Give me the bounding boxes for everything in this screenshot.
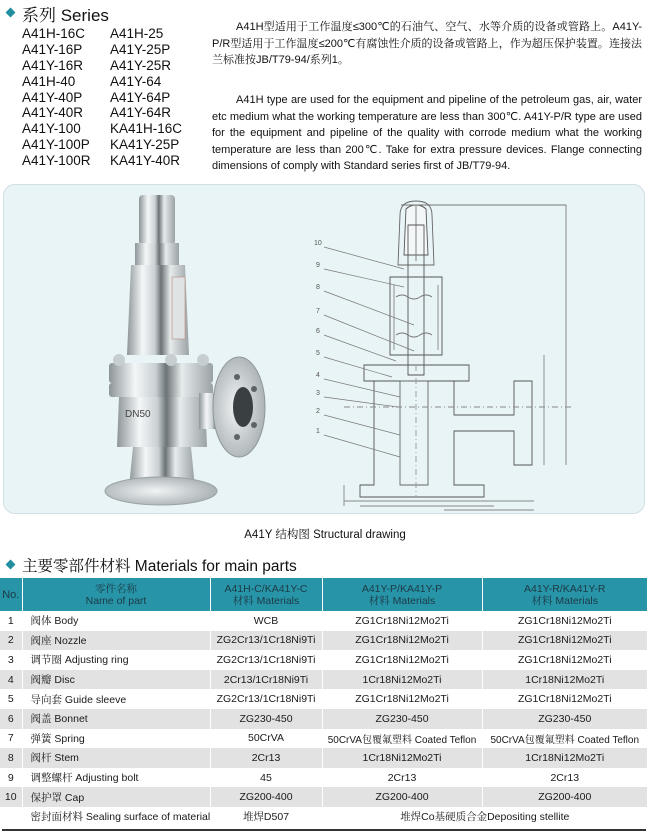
cell-r: 1Cr18Ni12Mo2Ti (482, 670, 647, 690)
cell-part: 导向套 Guide sleeve (22, 689, 210, 709)
cell-no: 1 (0, 611, 22, 631)
header-p-model: A41Y-P/KA41Y-P (361, 582, 443, 595)
cell-p: 2Cr13 (322, 768, 482, 788)
cell-p: ZG1Cr18Ni12Mo2Ti (322, 631, 482, 651)
cell-part: 调节圈 Adjusting ring (22, 650, 210, 670)
cell-p: ZG200-400 (322, 787, 482, 807)
series-model: A41Y-25R (110, 57, 172, 73)
callout-label: 10 (314, 240, 322, 247)
series-model: KA41H-16C (110, 121, 183, 137)
callout-label: 3 (316, 390, 320, 397)
callout-label: 2 (316, 408, 320, 415)
cell-part: 密封面材料 Sealing surface of material (22, 807, 210, 827)
cell-p: ZG1Cr18Ni12Mo2Ti (322, 650, 482, 670)
cell-part: 阀杆 Stem (22, 748, 210, 768)
series-list-col1 (22, 26, 91, 169)
table-row (0, 729, 647, 749)
table-row (0, 748, 647, 768)
header-r-model: A41Y-R/KA41Y-R (523, 582, 606, 595)
table-row-sealing (0, 807, 647, 827)
header-c-model: A41H-C/KA41Y-C (224, 582, 308, 595)
structural-drawing (304, 185, 624, 511)
cell-no: 10 (0, 787, 22, 807)
figure-panel (3, 184, 645, 514)
cell-part: 阀瓣 Disc (22, 670, 210, 690)
valve-cap (139, 195, 175, 245)
table-row (0, 631, 647, 651)
cell-r: 2Cr13 (482, 768, 647, 788)
callout-label: 5 (316, 350, 320, 357)
cell-c: ZG200-400 (210, 787, 322, 807)
valve-nut (135, 243, 179, 265)
table-row (0, 611, 647, 631)
nameplate (172, 277, 185, 339)
series-model: A41Y-25P (110, 41, 171, 57)
series-heading: 系列 Series (22, 6, 109, 25)
cell-part: 阀盖 Bonnet (22, 709, 210, 729)
series-model: A41Y-64P (110, 89, 171, 105)
cell-c: ZG230-450 (210, 709, 322, 729)
series-model: A41H-40 (22, 73, 76, 89)
valve-flange-top (109, 363, 213, 383)
table-row (0, 768, 647, 788)
cell-p: 1Cr18Ni12Mo2Ti (322, 670, 482, 690)
callout-label: 4 (316, 372, 320, 379)
bullet-icon (6, 8, 16, 18)
table-row (0, 650, 647, 670)
cell-p: ZG1Cr18Ni12Mo2Ti (322, 689, 482, 709)
description-en (212, 92, 642, 175)
series-model: KA41Y-40R (110, 153, 181, 169)
cell-r: ZG1Cr18Ni12Mo2Ti (482, 611, 647, 631)
cell-c: 堆焊D507 (210, 807, 322, 827)
cell-c: ZG2Cr13/1Cr18Ni9Ti (210, 689, 322, 709)
header-part-en: Name of part (85, 594, 147, 607)
cell-part: 阀体 Body (22, 611, 210, 631)
cell-c: ZG2Cr13/1Cr18Ni9Ti (210, 650, 322, 670)
cell-p: ZG1Cr18Ni12Mo2Ti (322, 611, 482, 631)
series-model: A41Y-16R (22, 57, 84, 73)
series-model: A41H-25 (110, 26, 164, 41)
cell-c: 50CrVA (210, 729, 322, 749)
table-row (0, 787, 647, 807)
cell-r: ZG200-400 (482, 787, 647, 807)
cell-c: 2Cr13 (210, 748, 322, 768)
cell-part: 保护罩 Cap (22, 787, 210, 807)
cell-r: ZG1Cr18Ni12Mo2Ti (482, 631, 647, 651)
cell-r: ZG1Cr18Ni12Mo2Ti (482, 689, 647, 709)
valve-body (117, 397, 207, 447)
header-materials-label: 材料 Materials (368, 594, 436, 607)
table-row (0, 689, 647, 709)
header-part-zh: 零件名称 (95, 582, 137, 595)
header-no: No. (0, 578, 22, 611)
materials-table (0, 578, 647, 827)
cell-no: 4 (0, 670, 22, 690)
series-model: A41H-16C (22, 26, 86, 41)
series-model: A41Y-16P (22, 41, 83, 57)
cell-r: 1Cr18Ni12Mo2Ti (482, 748, 647, 768)
cell-no: 3 (0, 650, 22, 670)
valve-flange-mid (109, 383, 213, 397)
description-zh (212, 19, 642, 69)
series-model: A41Y-100R (22, 153, 91, 169)
callout-label: 8 (316, 284, 320, 291)
inlet-flange (105, 477, 217, 505)
cell-no: 7 (0, 729, 22, 749)
table-row (0, 709, 647, 729)
cell-no: 6 (0, 709, 22, 729)
series-model: KA41Y-25P (110, 137, 180, 153)
cell-no: 5 (0, 689, 22, 709)
valve-photo (81, 185, 301, 511)
cell-p: ZG230-450 (322, 709, 482, 729)
series-model: A41Y-100 (22, 121, 81, 137)
table-row (0, 670, 647, 690)
description-en-text: A41H type are used for the equipment and pipeline of the petroleum gas, air, water etc medium what the working temperature are less than 300℃. A41Y-P/R type are used for the equipment and pipeline of the quality with corrode medium what the working temperature are less than 200℃. Take for extra pressure devices. Flange connecting dimensions of comply with Standard series first of JB/T79-94. (212, 94, 642, 173)
cell-no (0, 807, 22, 827)
callout-label: 7 (316, 308, 320, 315)
header-c-materials (210, 578, 322, 611)
cell-p: 50CrVA包覆氟塑料 Coated Teflon (322, 729, 482, 749)
series-model: A41Y-40R (22, 105, 84, 121)
header-materials-label: 材料 Materials (232, 594, 300, 607)
cell-pr: 堆焊Co基硬质合金Depositing stellite (322, 807, 647, 827)
cell-part: 弹簧 Spring (22, 729, 210, 749)
description-zh-text: A41H型适用于工作温度≤300℃的石油气、空气、水等介质的设备或管路上。A41Y-P/R型适用于工作温度≤200℃有腐蚀性介质的设备或管路上，作为超压保护装置。连接法兰标准按JB/T79-94/系列1。 (212, 21, 642, 67)
cell-no: 9 (0, 768, 22, 788)
cell-no: 2 (0, 631, 22, 651)
table-header-row (0, 578, 647, 611)
callout-label: 6 (316, 328, 320, 335)
header-part (22, 578, 210, 611)
valve-marking: DN50 (125, 409, 151, 420)
series-model: A41Y-64R (110, 105, 172, 121)
cell-c: ZG2Cr13/1Cr18Ni9Ti (210, 631, 322, 651)
table-bottom-rule (2, 829, 646, 831)
cell-r: ZG1Cr18Ni12Mo2Ti (482, 650, 647, 670)
header-r-materials (482, 578, 647, 611)
callout-label: 9 (316, 262, 320, 269)
cell-c: 45 (210, 768, 322, 788)
series-model: A41Y-40P (22, 89, 83, 105)
materials-heading: 主要零部件材料 Materials for main parts (22, 558, 297, 575)
cell-c: 2Cr13/1Cr18Ni9Ti (210, 670, 322, 690)
series-model: A41Y-100P (22, 137, 90, 153)
cell-no: 8 (0, 748, 22, 768)
cell-part: 调整螺杆 Adjusting bolt (22, 768, 210, 788)
cell-r: 50CrVA包覆氟塑料 Coated Teflon (482, 729, 647, 749)
series-list-col2 (110, 26, 182, 169)
cell-part: 阀座 Nozzle (22, 631, 210, 651)
callout-label: 1 (316, 428, 320, 435)
header-materials-label: 材料 Materials (531, 594, 598, 607)
cell-p: 1Cr18Ni12Mo2Ti (322, 748, 482, 768)
cell-r: ZG230-450 (482, 709, 647, 729)
header-p-materials (322, 578, 482, 611)
cell-c: WCB (210, 611, 322, 631)
bullet-icon (6, 560, 16, 570)
figure-caption: A41Y 结构图 Structural drawing (244, 529, 406, 541)
series-model: A41Y-64 (110, 73, 162, 89)
